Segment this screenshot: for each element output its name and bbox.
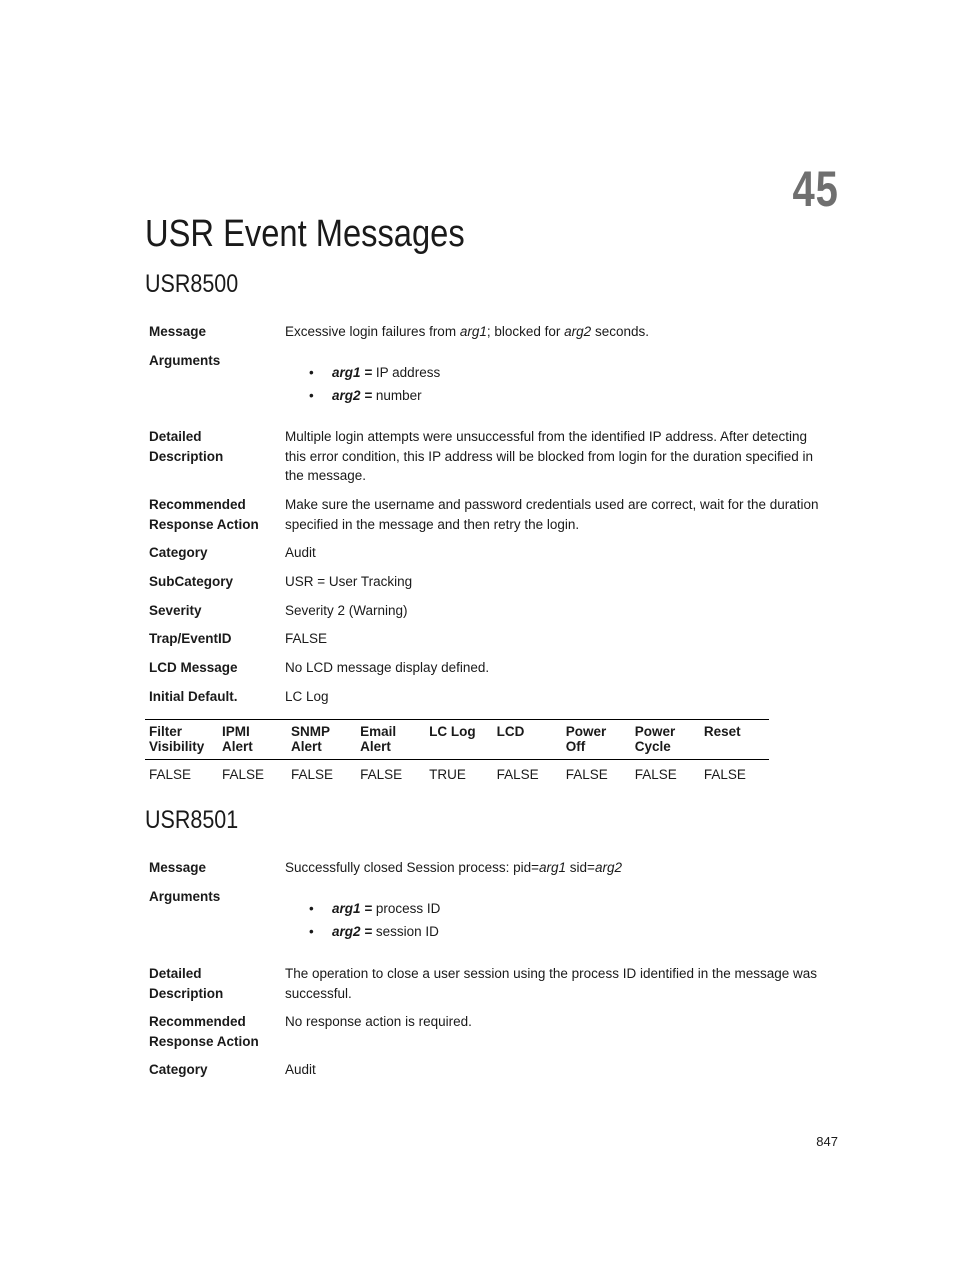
table-cell: FALSE bbox=[360, 767, 403, 782]
column-header: Filter Visibility bbox=[145, 720, 218, 760]
column-header: LCD bbox=[493, 720, 562, 760]
message-label: Message bbox=[149, 324, 207, 339]
list-item: • arg1 = IP address bbox=[285, 361, 830, 384]
subcategory-value: USR = User Tracking bbox=[285, 574, 413, 589]
initial-default-value: LC Log bbox=[285, 689, 329, 704]
column-header: LC Log bbox=[425, 720, 493, 760]
section-title-usr8501: USR8501 bbox=[145, 806, 239, 834]
table-header-row bbox=[145, 720, 769, 760]
recommended-action-label: Recommended Response Action bbox=[149, 497, 259, 532]
detailed-description-value: The operation to close a user session using the process ID identified in the message was successful. bbox=[285, 966, 818, 1001]
chapter-title: USR Event Messages bbox=[145, 213, 465, 255]
table-cell: TRUE bbox=[429, 767, 466, 782]
column-header: Power Off bbox=[562, 720, 631, 760]
table-row bbox=[145, 760, 769, 783]
column-header: Email Alert bbox=[356, 720, 425, 760]
section-title-usr8500: USR8500 bbox=[145, 270, 239, 298]
initial-default-label: Initial Default. bbox=[149, 689, 238, 704]
category-label: Category bbox=[149, 545, 208, 560]
table-cell: FALSE bbox=[221, 767, 264, 782]
column-header: Reset bbox=[700, 720, 769, 760]
recommended-action-value: No response action is required. bbox=[285, 1014, 472, 1029]
list-item: • arg2 = number bbox=[285, 384, 830, 407]
list-item: • arg1 = process ID bbox=[285, 897, 830, 920]
column-header: Power Cycle bbox=[631, 720, 700, 760]
message-value: Successfully closed Session process: pid=arg1 sid=arg2 bbox=[285, 860, 622, 875]
list-item: • arg2 = session ID bbox=[285, 920, 830, 943]
subcategory-label: SubCategory bbox=[149, 574, 234, 589]
category-value: Audit bbox=[285, 1062, 316, 1077]
table-cell: FALSE bbox=[291, 767, 334, 782]
category-value: Audit bbox=[285, 545, 316, 560]
arguments-list bbox=[285, 897, 830, 943]
message-value: Excessive login failures from arg1; blocked for arg2 seconds. bbox=[285, 324, 649, 339]
column-header: IPMI Alert bbox=[218, 720, 287, 760]
table-cell: FALSE bbox=[149, 767, 192, 782]
severity-label: Severity bbox=[149, 603, 202, 618]
table-cell: FALSE bbox=[634, 767, 677, 782]
filter-table bbox=[145, 719, 769, 782]
trap-value: FALSE bbox=[285, 631, 328, 646]
table-cell: FALSE bbox=[703, 767, 746, 782]
recommended-action-value: Make sure the username and password credentials used are correct, wait for the duration specified in the message and then retry the login. bbox=[285, 497, 819, 532]
table-cell: FALSE bbox=[496, 767, 539, 782]
arguments-list bbox=[285, 361, 830, 407]
detailed-description-label: Detailed Description bbox=[149, 966, 224, 1001]
category-label: Category bbox=[149, 1062, 208, 1077]
message-label: Message bbox=[149, 860, 207, 875]
chapter-number: 45 bbox=[792, 161, 839, 217]
lcd-message-value: No LCD message display defined. bbox=[285, 660, 490, 675]
detailed-description-label: Detailed Description bbox=[149, 429, 224, 464]
arguments-label: Arguments bbox=[149, 889, 221, 904]
column-header: SNMP Alert bbox=[287, 720, 356, 760]
trap-label: Trap/EventID bbox=[149, 631, 232, 646]
page-number: 847 bbox=[816, 1134, 838, 1149]
detailed-description-value: Multiple login attempts were unsuccessful from the identified IP address. After detecting this error condition, this IP address will be blocked from login for the duration specified in the message. bbox=[285, 429, 814, 483]
recommended-action-label: Recommended Response Action bbox=[149, 1014, 259, 1049]
severity-value: Severity 2 (Warning) bbox=[285, 603, 408, 618]
table-cell: FALSE bbox=[565, 767, 608, 782]
lcd-message-label: LCD Message bbox=[149, 660, 238, 675]
arguments-label: Arguments bbox=[149, 353, 221, 368]
